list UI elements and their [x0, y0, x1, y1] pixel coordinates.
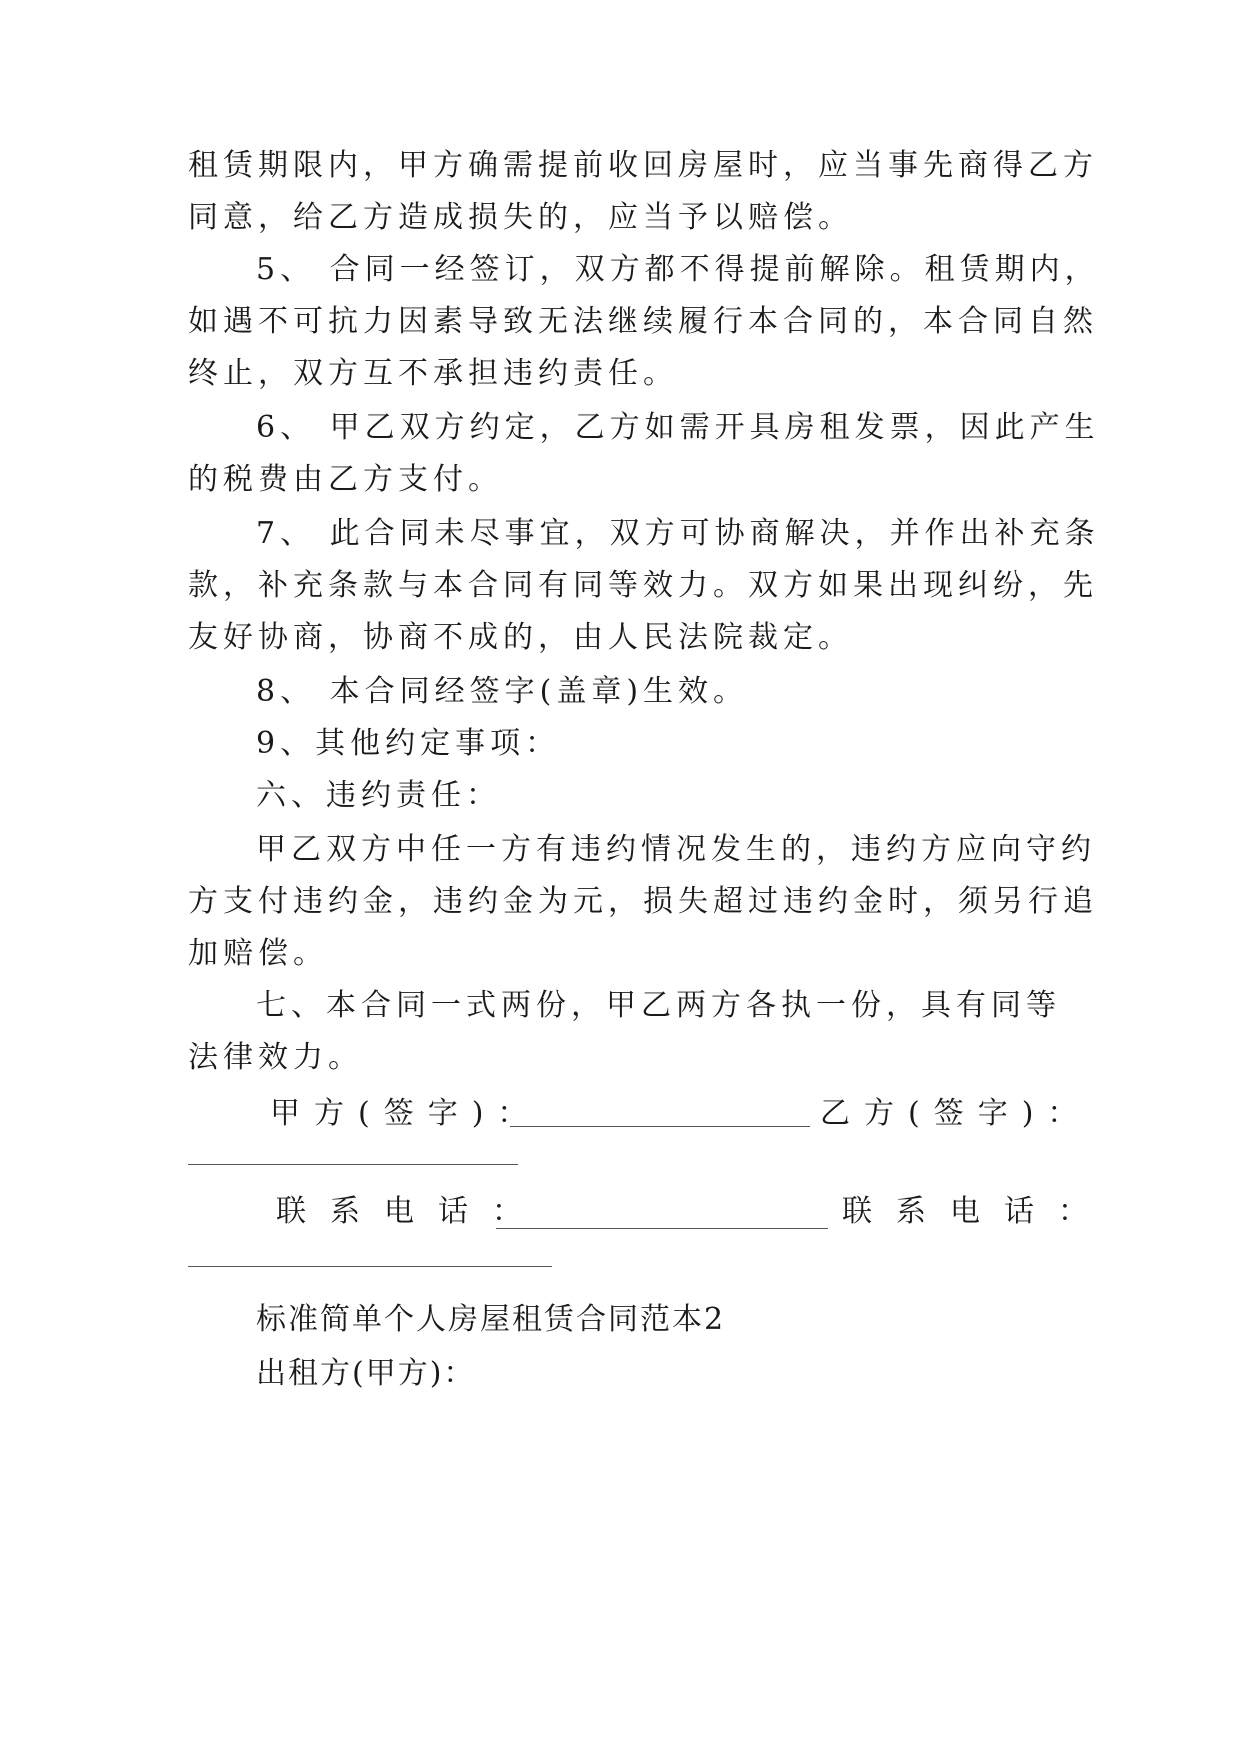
- lessor-label: 出租方(甲方)：: [256, 1356, 476, 1391]
- phone-row: [188, 1192, 1112, 1232]
- paragraph-line: 租赁期限内，甲方确需提前收回房屋时，应当事先商得乙方: [188, 148, 1098, 183]
- clause-7-line: 款，补充条款与本合同有同等效力。双方如果出现纠纷，先: [188, 568, 1098, 603]
- section-copies-line: 法律效力。: [188, 1040, 363, 1075]
- breach-line: 加赔偿。: [188, 936, 328, 971]
- breach-line: 甲乙双方中任一方有违约情况发生的，违约方应向守约: [256, 832, 1096, 867]
- clause-8-line: 8、 本合同经签字(盖章)生效。: [256, 674, 749, 709]
- party-a-signature-label: 甲方(签字)：: [270, 1096, 542, 1131]
- clause-5-line: 终止，双方互不承担违约责任。: [188, 356, 678, 391]
- signature-row: [188, 1094, 1092, 1134]
- party-a-phone-label: 联系电话：: [276, 1194, 546, 1229]
- next-contract-title: 标准简单个人房屋租赁合同范本2: [256, 1302, 726, 1337]
- party-a-signature-line: [510, 1126, 810, 1127]
- breach-line: 方支付违约金，违约金为元，损失超过违约金时，须另行追: [188, 884, 1098, 919]
- party-a-phone-line: [496, 1228, 828, 1229]
- clause-6-line: 的税费由乙方支付。: [188, 462, 503, 497]
- paragraph-line: 同意，给乙方造成损失的，应当予以赔偿。: [188, 200, 853, 235]
- clause-6-line: 6、 甲乙双方约定，乙方如需开具房租发票，因此产生: [256, 410, 1100, 445]
- clause-5-line: 5、 合同一经签订，双方都不得提前解除。租赁期内，: [256, 252, 1100, 287]
- clause-9-line: 9、其他约定事项：: [256, 726, 561, 761]
- party-b-phone-line: [188, 1266, 552, 1267]
- clause-7-line: 友好协商，协商不成的，由人民法院裁定。: [188, 620, 853, 655]
- party-b-signature-line: [188, 1164, 518, 1165]
- clause-5-line: 如遇不可抗力因素导致无法继续履行本合同的，本合同自然: [188, 304, 1098, 339]
- section-heading-breach: 六、违约责任：: [256, 778, 501, 813]
- section-copies-line: 七、本合同一式两份，甲乙两方各执一份，具有同等: [256, 988, 1061, 1023]
- party-b-phone-label: 联系电话：: [842, 1194, 1112, 1229]
- clause-7-line: 7、 此合同未尽事宜，双方可协商解决，并作出补充条: [256, 516, 1100, 551]
- party-b-signature-label: 乙方(签字)：: [820, 1096, 1092, 1131]
